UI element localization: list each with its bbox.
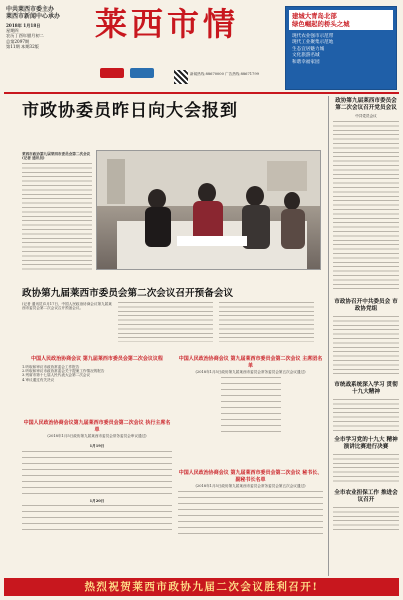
agenda-item: 1.听取和审议市政协常委会工作报告 [22,364,80,369]
promo-line-2: 绿色崛起的桥头之城 [292,20,350,28]
sub-headline: 政协第九届莱西市委员会第二次会议召开预备会议 [22,288,234,299]
sidebar-story-3-title: 市统战系统深入学习 贯彻十九大精神 [334,382,398,396]
column-divider [328,96,329,576]
sidebar-story-2-title: 市政协召开中共委员会 市政协党组 [334,299,398,313]
executive-title: 中国人民政治协商会议第九届莱西市委员会第二次会议 执行主席名单 [23,420,171,433]
sidebar-story-2-body [333,316,399,376]
org-line-2: 莱西市新闻中心承办 [6,13,61,20]
brand-logo-icon-2 [130,68,154,78]
secretary-note: (2018年1月5日政协第九届莱西市委员会常务委员会第五次会议通过) [195,484,306,488]
presidium-note: (2018年1月5日政协第九届莱西市委员会常务委员会第五次会议通过) [195,370,306,374]
agenda-item: 4.审议通过有关决议 [22,377,55,382]
sidebar [333,98,399,531]
agenda-item: 3.列席市第十七届人民代表大会第二次会议 [22,373,91,378]
promo-box [285,6,397,90]
org-line-1: 中共莱西市委主办 [6,6,55,13]
promo-line-1: 建城大青岛北部 [292,12,337,20]
secretary-block [178,470,323,535]
agenda-block [22,356,172,382]
sidebar-story-1-title: 政协第九届莱西市委员会第二次会议召开党员会议 [335,98,397,111]
photo-scene-icon [97,151,321,270]
sidebar-story-1-body [333,121,399,291]
article-intro: (记者 通讯员)1月17日，中国人民政治协商会议第九届莱西市委员会第二次会议召开预备会议。 [22,302,112,311]
sidebar-story-5-title: 全市农业担保工作 推进会议召开 [334,490,398,504]
executive-names-1 [22,451,172,495]
main-headline: 市政协委员昨日向大会报到 [22,101,238,121]
brand-logo-icon [100,68,124,78]
agenda-item: 2.听取和审议市政协常委会关于提案工作情况的报告 [22,368,105,373]
photo-caption: 莱西市政协第九届莱西市委员会第二次会议 (记者 通讯员) [22,152,91,161]
article-text [22,302,322,350]
promo-bullet-1: 现代农业强市示范带 [292,34,334,39]
issue-weekday: 星期四 [6,28,19,34]
issue-date: 2018年 1月18日 [6,23,41,28]
main-photo [96,150,321,270]
issue-total: 总第2097期 [6,38,30,44]
date-label: 1月20日 [89,498,105,503]
qr-code-icon [174,70,188,84]
footer-banner-text: 热烈祝贺莱西市政协九届二次会议胜利召开! [84,581,319,593]
sidebar-story-1-sub: 中共党员会议 [355,114,377,118]
sidebar-story-4-title: 全市学习党的十九大 精神演讲比赛进行决赛 [334,437,398,451]
presidium-names [221,377,281,437]
presidium-title: 中国人民政治协商会议 第九届莱西市委员会第二次会议 主席团名单 [178,356,323,369]
secretary-title: 中国人民政治协商会议 第九届莱西市委员会第二次会议 秘书长、副秘书长名单 [178,470,323,483]
header-divider [4,92,399,94]
issue-year: 第11期 本期32版 [6,43,39,49]
tagline: 新闻热线:88670000 广告热线:88671799 [190,72,259,76]
promo-bullet-4: 文化旅游名城 [292,53,320,59]
sidebar-story-3-body [333,399,399,431]
footer-banner [4,578,399,596]
filler-text-block [22,163,92,271]
masthead: 莱西市情 [95,5,240,43]
sidebar-story-4-body [333,454,399,484]
sidebar-story-5-body [333,507,399,531]
executive-block [22,420,172,533]
secretary-names [178,491,323,535]
issue-lunar: 农历丁酉年腊月初二 [6,33,44,39]
article-text-col-3 [219,302,314,342]
article-text-col-2 [118,302,213,342]
executive-note: (2018年1月5日政协第九届莱西市委员会常务委员会审议通过) [47,434,147,438]
executive-names-2 [22,505,172,533]
presidium-block [178,356,323,437]
date-label: 1月19日 [89,444,105,449]
agenda-title: 中国人民政治协商会议 第九届莱西市委员会第二次会议议程 [31,356,163,362]
promo-bullet-5: 和谐幸福家园 [292,59,320,65]
header-info [6,6,76,49]
promo-bullet-2: 现代工业聚集示范地 [292,40,334,46]
left-column-text [22,152,92,271]
promo-bullet-3: 生态宜居魅力城 [292,46,325,52]
